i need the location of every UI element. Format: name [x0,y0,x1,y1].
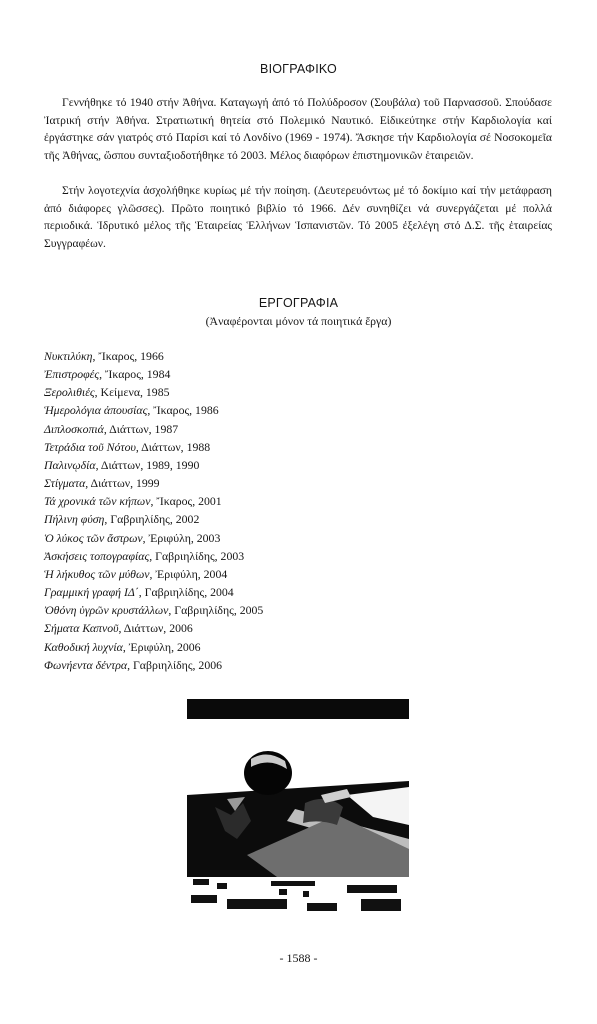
work-title: Ἀσκήσεις τοπογραφίας [44,548,150,563]
work-entry [44,601,263,619]
work-entry [44,383,263,401]
page-number: - 1588 - [279,951,318,965]
works-list [44,347,263,674]
work-publisher-year: , Γαβριηλίδης, 2005 [168,603,264,618]
work-title: Ξερολιθιές [44,385,95,400]
work-title: Ὀθόνη ὑγρῶν κρυστάλλων [44,603,169,618]
work-publisher-year: , Διάττων, 1987 [103,421,179,436]
work-publisher-year: , Γαβριηλίδης, 2003 [149,548,245,563]
work-entry [44,420,263,438]
work-entry [44,510,263,528]
work-title: Τά χρονικά τῶν κήπων [44,494,151,509]
work-publisher-year: , Γαβριηλίδης, 2006 [127,657,223,672]
work-publisher-year: , Γαβριηλίδης, 2002 [104,512,200,527]
work-entry [44,529,263,547]
works-heading: ΕΡΓΟΓΡΑΦΙΑ [258,296,339,310]
work-publisher-year: , Ἴκαρος, 1966 [92,349,164,363]
work-entry [44,474,263,492]
work-title: Σήματα Καπνοῦ [44,621,119,636]
work-title: Πήλινη φύση [44,512,105,527]
work-publisher-year: , Διάττων, 1989, 1990 [95,457,200,472]
work-entry [44,438,263,456]
work-title: Καθοδική λυχνία [44,639,123,654]
work-entry [44,456,263,474]
work-publisher-year: , Ἴκαρος, 2001 [150,494,222,509]
biography-paragraph-2: Στήν λογοτεχνία ἀσχολήθηκε κυρίως μέ τήν ποίηση. (Δευτερευόντως μέ τό δοκίμιο καί τήν μετάφραση ἀπό διάφορες γλῶσσες). Πρῶτο ποιητικό βιβλίο τό 1966. Δέν συνηθίζει νά συνεργάζεται μέ πολλά περιοδικά. Ἱδρυτικό μέλος τῆς Ἑταιρείας Ἑλλήνων Ἱσπανιστῶν. Τό 2005 ἐξελέγη στό Δ.Σ. τῆς ἑταιρείας Συγγραφέων. [44,184,552,250]
work-entry [44,401,263,419]
work-publisher-year: , Γαβριηλίδης, 2004 [138,585,234,600]
biography-paragraph-1: Γεννήθηκε τό 1940 στήν Ἀθήνα. Καταγωγή ἀπό τό Πολύδροσον (Σουβάλα) τοῦ Παρνασσοῦ. Σπούδασε Ἰατρική στήν Ἀθήνα. Στρατιωτική θητεία στό Πολεμικό Ναυτικό. Εἰδικεύτηκε στήν Καρδιολογία καί ἐργάστηκε σάν γιατρός στό Παρίσι καί τό Λονδίνο (1969 - 1974). Ἄσκησε τήν Καρδιολογία σέ Νοσοκομεῖα τῆς Ἀθήνας, ὥσπου συνταξιοδοτήθηκε τό 2003. Μέλος διαφόρων ἐπιστημονικῶν ἑταιρειῶν. [44,96,552,162]
work-entry [44,547,263,565]
work-title: Παλινῳδία [44,457,96,472]
work-entry [44,492,263,510]
work-title: Ἡ λήκυθος τῶν μύθων [44,566,150,581]
illustration-dragon-moon [187,699,409,917]
work-entry [44,638,263,656]
work-entry [44,565,263,583]
work-title: Γραμμική γραφή ΙΔ΄ [44,585,139,600]
work-entry [44,347,263,365]
work-publisher-year: , Ἐριφύλη, 2003 [142,530,221,545]
work-title: Ἐπιστροφές [44,367,100,382]
work-publisher-year: , Ἴκαρος, 1984 [99,367,171,382]
work-title: Ὁ λύκος τῶν ἄστρων [44,530,143,545]
work-publisher-year: , Κείμενα, 1985 [94,385,170,400]
work-publisher-year: , Ἐριφύλη, 2004 [149,566,228,581]
work-title: Τετράδια τοῦ Νότου [44,439,136,454]
work-entry [44,619,263,637]
work-publisher-year: , Ἴκαρος, 1986 [147,403,219,418]
work-title: Ἡμερολόγια ἀπουσίας [44,403,148,418]
work-entry [44,656,263,674]
work-title: Στίγματα [44,476,86,491]
works-note: (Ἀναφέρονται μόνον τά ποιητικά ἔργα) [205,314,392,328]
work-entry [44,365,263,383]
work-publisher-year: , Διάττων, 1988 [135,439,211,454]
biography-heading: ΒΙΟΓΡΑΦΙΚΟ [260,62,337,76]
work-title: Διπλοσκοπιά [44,421,104,436]
work-entry [44,583,263,601]
work-publisher-year: , Διάττων, 2006 [118,621,193,636]
work-title: Φωνήεντα δέντρα [44,657,128,672]
work-publisher-year: , Διάττων, 1999 [85,476,160,491]
work-publisher-year: , Ἐριφύλη, 2006 [122,639,201,654]
work-title: Νυκτιλύκη [44,349,93,363]
